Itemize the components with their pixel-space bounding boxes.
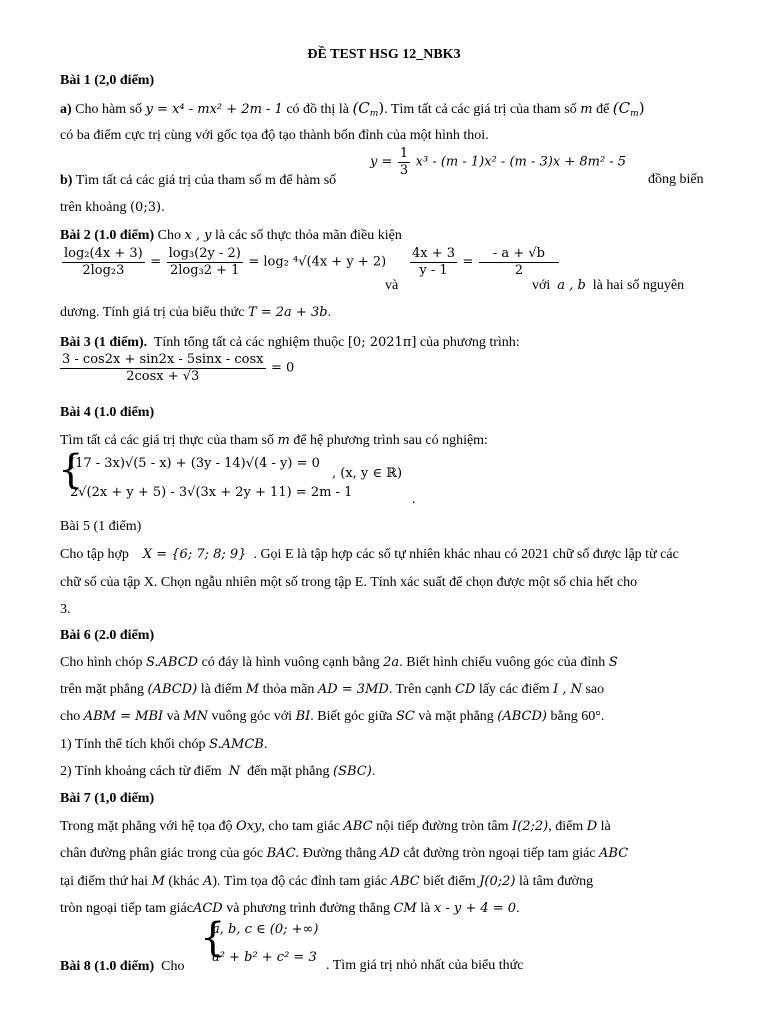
b4-eq1: (17 - 3x)√(5 - x) + (3y - 14)√(4 - y) = 0 bbox=[70, 456, 320, 471]
b7-heading: Bài 7 (1,0 điểm) bbox=[60, 791, 155, 806]
b1-heading: Bài 1 (2,0 điểm) bbox=[60, 73, 155, 88]
b1-b-line2: trên khoảng (0;3). bbox=[60, 200, 165, 215]
b4-eq2: 2√(2x + y + 5) - 3√(3x + 2y + 11) = 2m - 1 bbox=[70, 485, 353, 500]
b7-line2: chân đường phân giác trong của góc BAC. Đường thẳng AD cắt đường tròn ngoại tiếp tam giác ABC bbox=[60, 846, 629, 861]
b2-condition2: $\frac{4x + 3}{y - 1}$ = $\frac{- a + √b}{2}$ bbox=[408, 246, 561, 279]
b5-heading: Bài 5 (1 điểm) bbox=[60, 519, 142, 534]
b1-b-line1: b) Tìm tất cả các giá trị của tham số m để hàm số bbox=[60, 173, 337, 188]
b8-text2: . Tìm giá trị nhỏ nhất của biểu thức bbox=[326, 958, 524, 973]
b6-line1: Cho hình chóp S.ABCD có đáy là hình vuông cạnh bằng 2a. Biết hình chiếu vuông góc của đỉnh S bbox=[60, 655, 618, 670]
b7-line1: Trong mặt phẳng với hệ tọa độ Oxy, cho tam giác ABC nội tiếp đường tròn tâm I(2;2), điểm D là bbox=[60, 819, 611, 834]
b3-equation: $\frac{3 - \cos 2x + \sin 2x - 5\sin x - \cos x}{2\cos x + √3}$ = 0 bbox=[62, 352, 295, 384]
b6-question2: 2) Tính khoảng cách từ điểm N đến mặt phẳng (SBC). bbox=[60, 764, 376, 779]
b6-line2: trên mặt phẳng (ABCD) là điểm M thỏa mãn AD = 3MD. Trên cạnh CD lấy các điểm I , N sao bbox=[60, 682, 605, 697]
b1-b-dongbien: đồng biến bbox=[648, 172, 704, 187]
page-title: ĐỀ TEST HSG 12_NBK3 bbox=[307, 47, 461, 62]
b8-condition-brace: { bbox=[200, 915, 226, 961]
b5-line2: chữ số của tập X. Chọn ngẫu nhiên một số trong tập E. Tính xác suất để chọn được một số chia hết cho bbox=[60, 575, 638, 590]
b8-heading-line: Bài 8 (1.0 điểm) Cho bbox=[60, 959, 185, 974]
b4-system-brace: { bbox=[58, 447, 84, 493]
b1-b-function: y = $\frac{1}{3}$ x³ - (m - 1)x² - (m - 3)x + 8m² - 5 bbox=[370, 146, 627, 178]
b3-heading-line: Bài 3 (1 điểm). Tính tổng tất cả các nghiệm thuộc [0; 2021π] của phương trình: bbox=[60, 335, 520, 350]
b4-domain: , (x, y ∈ ℝ) bbox=[332, 466, 403, 481]
b2-and: và bbox=[385, 278, 399, 293]
b6-heading: Bài 6 (2.0 điểm) bbox=[60, 628, 155, 643]
b6-question1: 1) Tính thể tích khối chóp S.AMCB. bbox=[60, 737, 268, 752]
b2-line3: dương. Tính giá trị của biểu thức T = 2a + 3b. bbox=[60, 305, 332, 320]
b2-heading-line: Bài 2 (1.0 điểm) Cho x , y là các số thực thỏa mãn điều kiện bbox=[60, 228, 402, 243]
b5-line1: Cho tập hợp X = {6; 7; 8; 9} . Gọi E là tập hợp các số tự nhiên khác nhau có 2021 chữ số được lập từ các bbox=[60, 547, 679, 562]
b8-condition1: a, b, c ∈ (0; +∞) bbox=[212, 922, 319, 937]
b7-line4: tròn ngoại tiếp tam giácACD và phương trình đường thẳng CM là x - y + 4 = 0. bbox=[60, 901, 520, 916]
b5-line3: 3. bbox=[60, 602, 71, 617]
b7-line3: tại điểm thứ hai M (khác A). Tìm tọa độ các đỉnh tam giác ABC biết điểm J(0;2) là tâm đường bbox=[60, 874, 594, 889]
b4-line1: Tìm tất cả các giá trị thực của tham số m để hệ phương trình sau có nghiệm: bbox=[60, 433, 488, 448]
b1-a-line2: có ba điểm cực trị cùng với gốc tọa độ tạo thành bốn đỉnh của một hình thoi. bbox=[60, 128, 489, 143]
b6-line3: cho ABM = MBI và MN vuông góc với BI. Biết góc giữa SC và mặt phẳng (ABCD) bằng 60°. bbox=[60, 709, 605, 724]
b2-with: với a , b là hai số nguyên bbox=[532, 278, 685, 293]
b4-heading: Bài 4 (1.0 điểm) bbox=[60, 405, 155, 420]
b8-condition2: a² + b² + c² = 3 bbox=[212, 950, 317, 965]
b2-condition: $\frac{\text{log₂(4x + 3)}}{\text{2log₂3}}$ = $\frac{\text{log₃(2y - 2)}}{\text{2log₃2 + 1}}$ = log₂ ⁴√(4x + y + 2) bbox=[64, 246, 387, 278]
b1-a-line1: a) Cho hàm số y = x⁴ - mx² + 2m - 1 có đồ thị là $(C_m)$. Tìm tất cả các giá trị của tham số m để $(C_m)$ bbox=[60, 99, 645, 119]
b4-period: . bbox=[412, 492, 416, 507]
